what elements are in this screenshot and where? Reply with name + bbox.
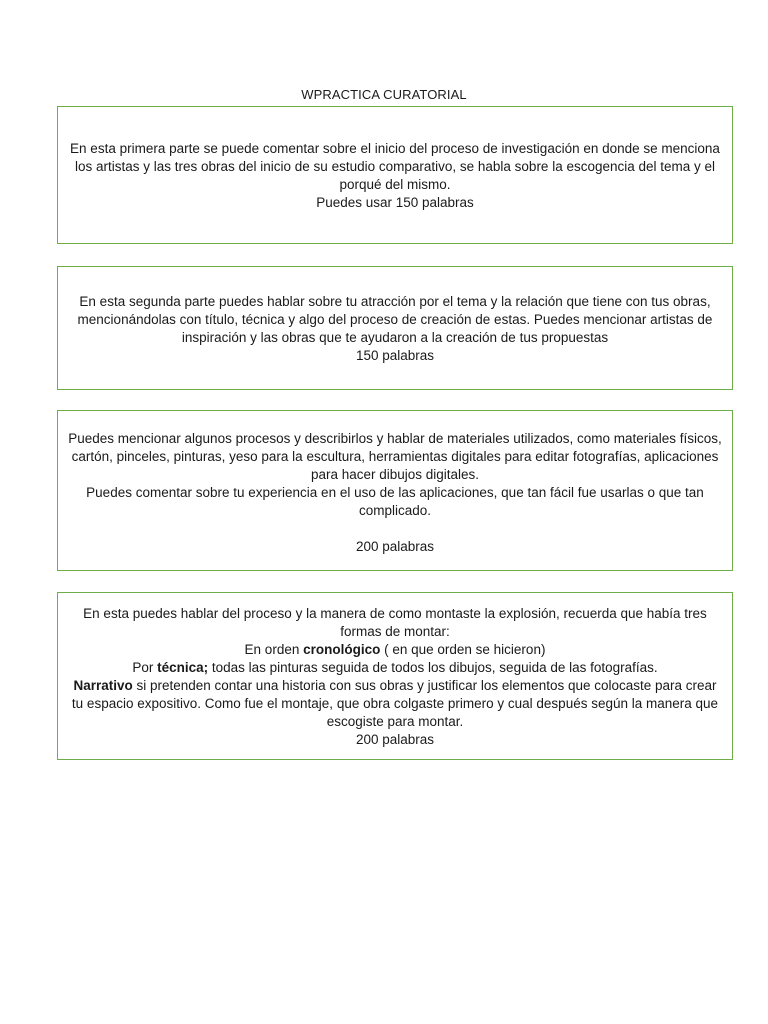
section-3-text: Puedes mencionar algunos procesos y describirlos y hablar de materiales utilizados, como materiales físicos, cartón, pinceles, pinturas, yeso para la escultura, herramientas digitales para editar fotografías, aplicaciones para hacer dibujos digitales. bbox=[68, 431, 722, 482]
chronological-line bbox=[245, 641, 546, 659]
section-box-3 bbox=[57, 410, 733, 571]
section-4-word-count: 200 palabras bbox=[355, 732, 435, 747]
section-1-text: En esta primera parte se puede comentar sobre el inicio del proceso de investigación en donde se menciona los artistas y las tres obras del inicio de su estudio comparativo, se habla sobre la escogencia del tema y el porqué del mismo. bbox=[70, 141, 720, 192]
tech-term: técnica; bbox=[157, 660, 209, 675]
narrative-line bbox=[68, 677, 722, 731]
section-2-text: En esta segunda parte puedes hablar sobre tu atracción por el tema y la relación que tiene con tus obras, mencionándolas con título, técnica y algo del proceso de creación de estas. Puedes mencionar artistas de inspiración y las obras que te ayudaron a la creación de tus propuestas bbox=[77, 294, 713, 345]
section-4-intro: En esta puedes hablar del proceso y la manera de como montaste la explosión, recuerda que había tres formas de montar: bbox=[83, 606, 707, 639]
section-2-word-count: 150 palabras bbox=[355, 348, 435, 363]
page-title: WPRACTICA CURATORIAL bbox=[301, 87, 467, 102]
section-box-4 bbox=[57, 592, 733, 760]
chrono-prefix: En orden bbox=[244, 642, 304, 657]
tech-desc: todas las pinturas seguida de todos los dibujos, seguida de las fotografías. bbox=[208, 660, 658, 675]
technique-line bbox=[132, 659, 657, 677]
section-box-1 bbox=[57, 106, 733, 244]
section-3-text-2: Puedes comentar sobre tu experiencia en el uso de las aplicaciones, que tan fácil fue usarlas o que tan complicado. bbox=[86, 485, 704, 518]
section-1-word-count: Puedes usar 150 palabras bbox=[316, 195, 474, 210]
narr-desc: si pretenden contar una historia con sus obras y justificar los elementos que colocaste para crear tu espacio expositivo. Como fue el montaje, que obra colgaste primero y cual después según la manera que escogiste para montar. bbox=[71, 678, 719, 729]
chrono-term: cronológico bbox=[303, 642, 381, 657]
chrono-desc: ( en que orden se hicieron) bbox=[380, 642, 546, 657]
section-3-word-count: 200 palabras bbox=[355, 539, 435, 554]
narr-term: Narrativo bbox=[73, 678, 133, 693]
tech-prefix: Por bbox=[132, 660, 158, 675]
section-box-2 bbox=[57, 266, 733, 390]
